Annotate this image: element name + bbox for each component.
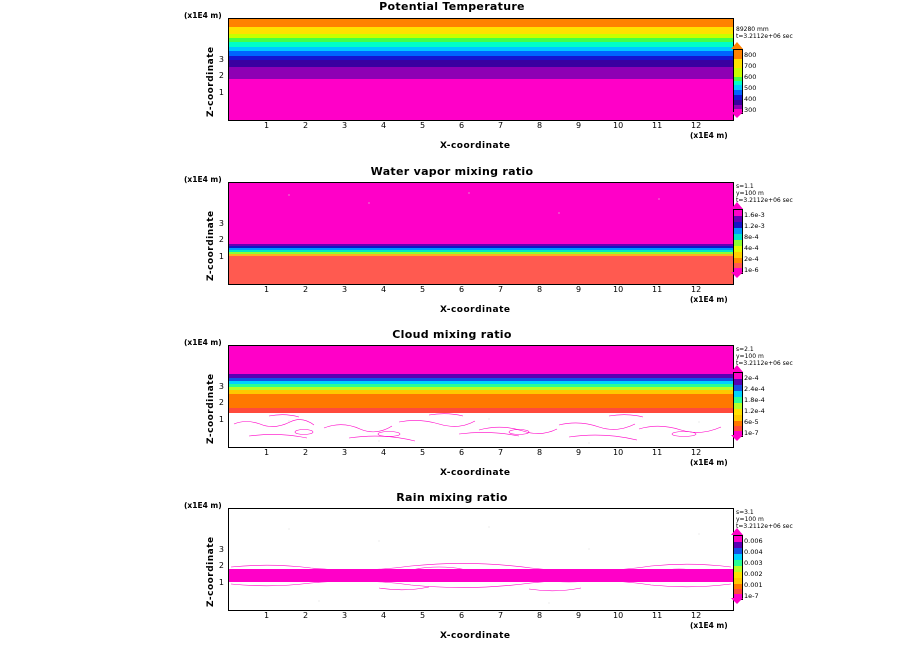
panel-potential-temperature [0, 0, 904, 160]
colorbar [733, 535, 743, 600]
meta-line-3: t=3.2112e+06 sec [736, 523, 793, 530]
x-tick-label: 4 [381, 285, 387, 294]
x-axis-label: X-coordinate [440, 631, 511, 641]
x-tick-label: 6 [459, 448, 465, 457]
x-tick-label: 9 [576, 285, 582, 294]
scattered-contours [229, 509, 733, 610]
plot-area [228, 18, 734, 121]
y-axis-label: Z-coordinate [206, 373, 216, 444]
y-axis-label: Z-coordinate [206, 46, 216, 117]
colorbar [733, 209, 743, 274]
scattered-contours [229, 346, 733, 447]
y-tick-label: 1 [218, 88, 224, 97]
colorbar-tick-label: 0.004 [744, 548, 763, 556]
x-tick-label: 3 [342, 121, 348, 130]
x-tick-label: 12 [691, 611, 702, 620]
colorbar-top-arrow [731, 528, 743, 535]
panel-water-vapor-mixing-ratio [0, 162, 904, 325]
colorbar-tick-label: 300 [744, 106, 757, 114]
x-tick-label: 5 [420, 448, 426, 457]
x-tick-label: 10 [613, 611, 624, 620]
x-tick-label: 12 [691, 121, 702, 130]
panel-title: Rain mixing ratio [396, 491, 508, 504]
x-tick-label: 1 [264, 121, 270, 130]
x-tick-label: 8 [537, 285, 543, 294]
colorbar-tick-label: 500 [744, 84, 757, 92]
x-tick-label: 5 [420, 121, 426, 130]
colorbar-tick-label: 400 [744, 95, 757, 103]
y-tick-label: 1 [218, 578, 224, 587]
x-tick-label: 10 [613, 121, 624, 130]
x-tick-label: 9 [576, 611, 582, 620]
meta-line-2: y=100 m [736, 516, 764, 523]
colorbar-tick-label: 0.006 [744, 537, 763, 545]
colorbar-tick-label: 2e-4 [744, 255, 759, 263]
x-tick-label: 9 [576, 448, 582, 457]
colorbar [733, 49, 743, 114]
colorbar-tick-label: 1.2e-3 [744, 222, 765, 230]
meta-line-2: t=3.2112e+06 sec [736, 33, 793, 40]
colorbar-tick-label: 1e-6 [744, 266, 759, 274]
y-tick-label: 2 [218, 561, 224, 570]
panel-cloud-mixing-ratio [0, 325, 904, 488]
colorbar-tick-label: 1e-7 [744, 429, 759, 437]
x-tick-label: 2 [303, 611, 309, 620]
x-tick-label: 1 [264, 285, 270, 294]
y-axis-unit: (x1E4 m) [184, 501, 222, 510]
y-axis-label: Z-coordinate [206, 536, 216, 607]
colorbar-bottom-arrow [731, 435, 743, 441]
colorbar-tick-label: 0.001 [744, 581, 763, 589]
x-tick-label: 11 [652, 448, 663, 457]
x-tick-label: 2 [303, 285, 309, 294]
panel-title: Cloud mixing ratio [392, 328, 512, 341]
x-tick-label: 9 [576, 121, 582, 130]
colorbar-top-arrow [731, 202, 743, 209]
x-tick-label: 8 [537, 448, 543, 457]
y-tick-label: 3 [218, 219, 224, 228]
y-tick-label: 3 [218, 382, 224, 391]
colorbar-tick-label: 1.6e-3 [744, 211, 765, 219]
x-tick-label: 6 [459, 611, 465, 620]
x-tick-label: 12 [691, 285, 702, 294]
plot-area [228, 182, 734, 285]
x-tick-label: 6 [459, 121, 465, 130]
colorbar-tick-label: 1.2e-4 [744, 407, 765, 415]
y-axis-label: Z-coordinate [206, 210, 216, 281]
colorbar-tick-label: 0.003 [744, 559, 763, 567]
x-axis-unit: (x1E4 m) [690, 458, 728, 467]
x-tick-label: 10 [613, 285, 624, 294]
contour-lines [229, 183, 733, 284]
colorbar-bottom-arrow [731, 112, 743, 118]
colorbar-tick-label: 1e-7 [744, 592, 759, 600]
plot-area [228, 508, 734, 611]
x-tick-label: 4 [381, 448, 387, 457]
x-tick-label: 5 [420, 611, 426, 620]
colorbar-top-arrow [731, 42, 743, 49]
y-axis-unit: (x1E4 m) [184, 175, 222, 184]
x-tick-label: 11 [652, 285, 663, 294]
x-tick-label: 5 [420, 285, 426, 294]
meta-line-2: y=100 m [736, 353, 764, 360]
plot-area [228, 345, 734, 448]
x-tick-label: 6 [459, 285, 465, 294]
x-tick-label: 8 [537, 611, 543, 620]
meta-line-1: s=3.1 [736, 509, 754, 516]
x-tick-label: 3 [342, 611, 348, 620]
x-tick-label: 7 [498, 285, 504, 294]
x-tick-label: 11 [652, 121, 663, 130]
x-axis-label: X-coordinate [440, 141, 511, 151]
colorbar-tick-label: 6e-5 [744, 418, 759, 426]
x-axis-label: X-coordinate [440, 305, 511, 315]
meta-line-3: t=3.2112e+06 sec [736, 197, 793, 204]
colorbar-tick-label: 2.4e-4 [744, 385, 765, 393]
contour-fill [229, 19, 733, 120]
y-tick-label: 1 [218, 415, 224, 424]
x-tick-label: 11 [652, 611, 663, 620]
colorbar-tick-label: 4e-4 [744, 244, 759, 252]
colorbar-tick-label: 1.8e-4 [744, 396, 765, 404]
colorbar-tick-label: 600 [744, 73, 757, 81]
x-tick-label: 1 [264, 611, 270, 620]
colorbar-top-arrow [731, 365, 743, 372]
y-tick-label: 2 [218, 398, 224, 407]
colorbar-bottom-arrow [731, 272, 743, 278]
colorbar-tick-label: 2e-4 [744, 374, 759, 382]
y-tick-label: 3 [218, 545, 224, 554]
y-axis-unit: (x1E4 m) [184, 338, 222, 347]
x-tick-label: 4 [381, 121, 387, 130]
y-tick-label: 3 [218, 55, 224, 64]
x-tick-label: 4 [381, 611, 387, 620]
y-tick-label: 2 [218, 71, 224, 80]
colorbar-tick-label: 800 [744, 51, 757, 59]
meta-line-3: t=3.2112e+06 sec [736, 360, 793, 367]
x-tick-label: 2 [303, 121, 309, 130]
x-axis-unit: (x1E4 m) [690, 621, 728, 630]
x-tick-label: 2 [303, 448, 309, 457]
x-axis-unit: (x1E4 m) [690, 131, 728, 140]
panel-title: Water vapor mixing ratio [370, 165, 534, 178]
x-tick-label: 7 [498, 121, 504, 130]
x-tick-label: 10 [613, 448, 624, 457]
x-tick-label: 7 [498, 448, 504, 457]
meta-line-2: y=100 m [736, 190, 764, 197]
x-axis-unit: (x1E4 m) [690, 295, 728, 304]
colorbar-tick-label: 0.002 [744, 570, 763, 578]
x-tick-label: 12 [691, 448, 702, 457]
colorbar-tick-label: 8e-4 [744, 233, 759, 241]
meta-line-1: 89280 mm [736, 26, 769, 33]
x-tick-label: 3 [342, 285, 348, 294]
x-tick-label: 3 [342, 448, 348, 457]
colorbar [733, 372, 743, 437]
x-tick-label: 1 [264, 448, 270, 457]
panel-rain-mixing-ratio [0, 488, 904, 654]
x-tick-label: 8 [537, 121, 543, 130]
meta-line-1: s=1.1 [736, 183, 754, 190]
y-tick-label: 2 [218, 235, 224, 244]
meta-line-1: s=2.1 [736, 346, 754, 353]
x-axis-label: X-coordinate [440, 468, 511, 478]
x-tick-label: 7 [498, 611, 504, 620]
y-tick-label: 1 [218, 252, 224, 261]
colorbar-bottom-arrow [731, 598, 743, 604]
y-axis-unit: (x1E4 m) [184, 11, 222, 20]
panel-title: Potential Temperature [379, 0, 525, 13]
colorbar-tick-label: 700 [744, 62, 757, 70]
